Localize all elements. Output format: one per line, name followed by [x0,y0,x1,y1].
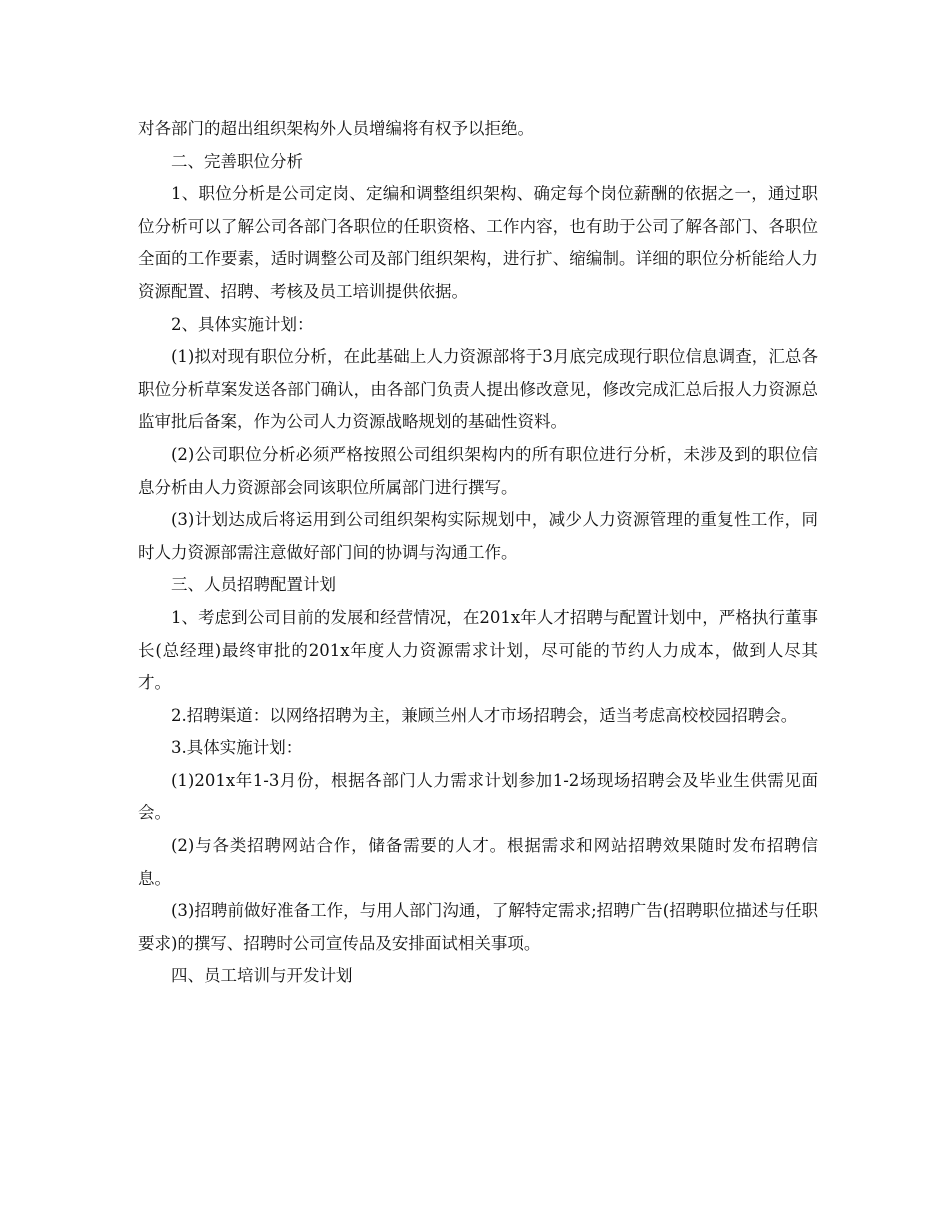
paragraph-job-analysis-purpose: 1、职位分析是公司定岗、定编和调整组织架构、确定每个岗位薪酬的依据之一，通过职位分析可以了解公司各部门各职位的任职资格、工作内容，也有助于公司了解各部门、各职位全面的工作要素，适时调整公司及部门组织架构，进行扩、缩编制。详细的职位分析能给人力资源配置、招聘、考核及员工培训提供依据。 [138,184,818,301]
paragraph-recruitment-item-2: (2)与各类招聘网站合作，储备需要的人才。根据需求和网站招聘效果随时发布招聘信息。 [138,836,818,888]
section-heading-job-analysis: 二、完善职位分析 [171,151,303,171]
section-heading-training: 四、员工培训与开发计划 [171,966,353,986]
paragraph-recruitment-consideration: 1、考虑到公司目前的发展和经营情况，在201x年人才招聘与配置计划中，严格执行董事长(总经理)最终审批的201x年度人力资源需求计划，尽可能的节约人力成本，做到人尽其才。 [138,607,818,693]
document-page [138,113,818,993]
paragraph-recruitment-item-1: (1)201x年1-3月份，根据各部门人力需求计划参加1-2场现场招聘会及毕业生供需见面会。 [138,770,818,823]
paragraph-continuation: 对各部门的超出组织架构外人员增编将有权予以拒绝。 [138,119,534,138]
paragraph-plan-item-3: (3)计划达成后将运用到公司组织架构实际规划中，减少人力资源管理的重复性工作，同时人力资源部需注意做好部门间的协调与沟通工作。 [138,510,818,562]
paragraph-plan-item-2: (2)公司职位分析必须严格按照公司组织架构内的所有职位进行分析，未涉及到的职位信息分析由人力资源部会同该职位所属部门进行撰写。 [138,444,818,497]
subheading-recruitment-plan: 3.具体实施计划： [171,738,303,758]
section-heading-recruitment: 三、人员招聘配置计划 [171,575,336,595]
paragraph-recruitment-item-3: (3)招聘前做好准备工作，与用人部门沟通，了解特定需求;招聘广告(招聘职位描述与任职要求)的撰写、招聘时公司宣传品及安排面试相关事项。 [138,901,818,953]
subheading-implementation-plan: 2、具体实施计划： [171,314,314,334]
paragraph-plan-item-1: (1)拟对现有职位分析，在此基础上人力资源部将于3月底完成现行职位信息调查，汇总各职位分析草案发送各部门确认，由各部门负责人提出修改意见，修改完成汇总后报人力资源总监审批后备案，作为公司人力资源战略规划的基础性资料。 [138,347,818,432]
paragraph-recruitment-channels: 2.招聘渠道：以网络招聘为主，兼顾兰州人才市场招聘会，适当考虑高校校园招聘会。 [171,705,798,725]
